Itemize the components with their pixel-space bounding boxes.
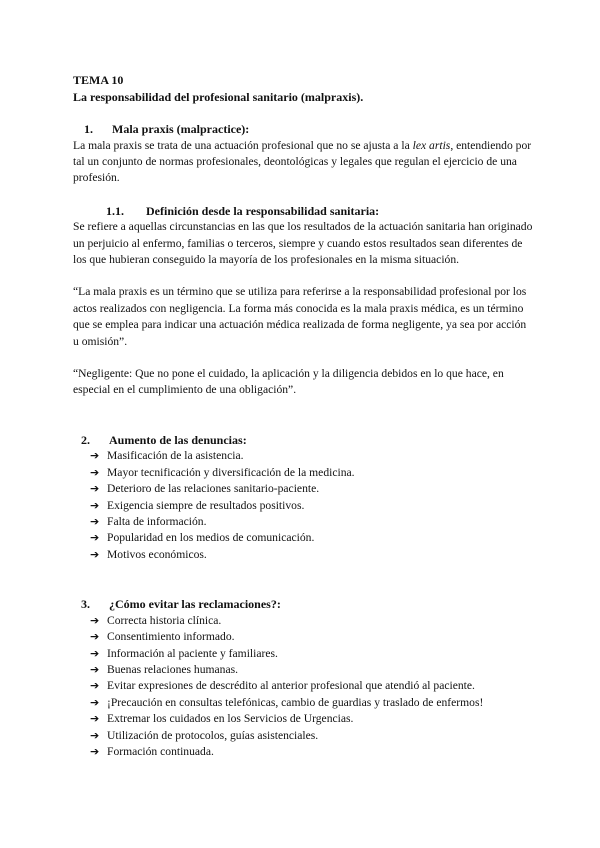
quote-mala-praxis: “La mala praxis es un término que se utiliza para referirse a la responsabilidad profesional por los actos realizados con negligencia. La forma más conocida es la mala praxis médica, es un término que se emplea para indicar una actuación médica realizada de forma negligente, ya sea por acción u omisión”. [73, 285, 527, 348]
arrow-icon: ➔ [90, 482, 100, 496]
section-1-1-number: 1.1. [106, 203, 124, 218]
list-item-text: Correcta historia clínica. [107, 613, 222, 627]
list-item-text: Mayor tecnificación y diversificación de la medicina. [107, 465, 355, 479]
arrow-icon: ➔ [90, 449, 100, 463]
list-item [90, 514, 533, 530]
list-item [90, 448, 533, 464]
list-item-text: Popularidad en los medios de comunicación. [107, 531, 315, 545]
section-1-heading [73, 121, 533, 138]
list-item [90, 629, 533, 645]
list-item-text: Buenas relaciones humanas. [107, 662, 239, 676]
list-item-text: Consentimiento informado. [107, 630, 235, 644]
list-item [90, 695, 533, 711]
arrow-icon: ➔ [90, 728, 100, 742]
section-1-text-a: La mala praxis se trata de una actuación profesional que no se ajusta a la [73, 138, 413, 152]
list-item [90, 728, 533, 744]
arrow-icon: ➔ [90, 744, 100, 758]
arrow-icon: ➔ [90, 613, 100, 627]
section-1-number: 1. [84, 122, 93, 136]
section-1-1-text: Se refiere a aquellas circunstancias en las que los resultados de la actuación sanitaria han originado un perjuicio al enfermo, familias o terceros, siempre y cuando estos resultados sean diferentes de los que hubieran conseguido la mayoría de los profesionales en la misma situación. [73, 220, 533, 267]
section-3-title: ¿Cómo evitar las reclamaciones?: [109, 597, 281, 612]
list-item [90, 678, 533, 694]
list-item-text: Información al paciente y familiares. [107, 646, 278, 660]
section-2-list [73, 448, 533, 563]
list-item-text: Masificación de la asistencia. [107, 449, 244, 463]
list-item-text: Extremar los cuidados en los Servicios de Urgencias. [107, 712, 354, 726]
quote-negligente: “Negligente: Que no pone el cuidado, la aplicación y la diligencia debidos en lo que hace, en especial en el cumplimiento de una obligación”. [73, 367, 504, 397]
list-item [90, 547, 533, 563]
arrow-icon: ➔ [90, 531, 100, 545]
section-1-1-heading [73, 203, 533, 220]
arrow-icon: ➔ [90, 630, 100, 644]
list-item [90, 465, 533, 481]
list-item [90, 646, 533, 662]
arrow-icon: ➔ [90, 465, 100, 479]
section-3-list [73, 613, 533, 761]
list-item [90, 498, 533, 514]
list-item-text: Deterioro de las relaciones sanitario-paciente. [107, 482, 320, 496]
section-3-number: 3. [81, 597, 90, 612]
section-3-heading [73, 596, 533, 613]
tema-title: TEMA 10 [73, 73, 124, 87]
list-item [90, 711, 533, 727]
section-2-title: Aumento de las denuncias: [109, 432, 247, 447]
arrow-icon: ➔ [90, 646, 100, 660]
list-item [90, 530, 533, 546]
arrow-icon: ➔ [90, 679, 100, 693]
arrow-icon: ➔ [90, 515, 100, 528]
arrow-icon: ➔ [90, 498, 100, 512]
section-2-heading [73, 432, 533, 449]
list-item [90, 613, 533, 629]
section-1-text-italic: lex artis [412, 138, 451, 152]
arrow-icon: ➔ [90, 662, 100, 676]
section-1-text [73, 138, 533, 187]
list-item-text: Exigencia siempre de resultados positivos. [107, 498, 305, 512]
list-item [90, 744, 533, 760]
list-item-text: Motivos económicos. [107, 547, 207, 561]
arrow-icon: ➔ [90, 547, 100, 561]
section-1-title: Mala praxis (malpractice): [112, 122, 250, 136]
document-subtitle: La responsabilidad del profesional sanitario (malpraxis). [73, 89, 364, 104]
section-1-text-b: , entendiendo por tal un conjunto de normas profesionales, deontológicas y legales que regulan el ejercicio de una profesión. [73, 138, 532, 185]
arrow-icon: ➔ [90, 712, 100, 726]
arrow-icon: ➔ [90, 695, 100, 709]
list-item-text: Formación continuada. [107, 744, 214, 758]
list-item-text: Utilización de protocolos, guías asistenciales. [107, 728, 319, 742]
list-item-text: Falta de información. [107, 515, 207, 528]
section-2-number: 2. [81, 432, 90, 447]
document-page [73, 72, 533, 760]
section-1-1-title: Definición desde la responsabilidad sanitaria: [146, 203, 380, 218]
list-item [90, 662, 533, 678]
list-item [90, 481, 533, 497]
list-item-text: Evitar expresiones de descrédito al anterior profesional que atendió al paciente. [107, 679, 475, 693]
list-item-text: ¡Precaución en consultas telefónicas, cambio de guardias y traslado de enfermos! [107, 695, 484, 709]
